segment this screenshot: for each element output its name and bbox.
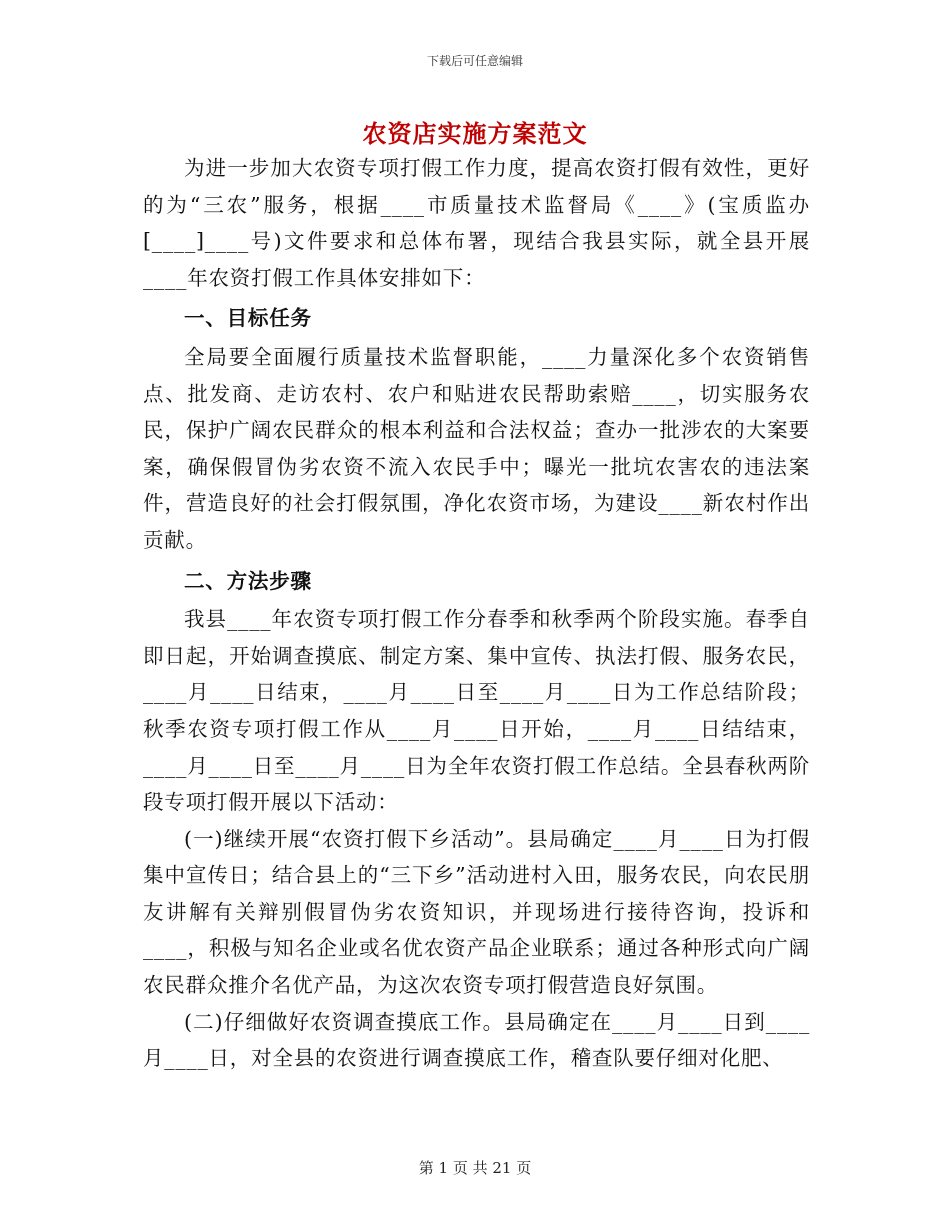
document-body xyxy=(143,150,810,1077)
paragraph-intro: 为进一步加大农资专项打假工作力度，提高农资打假有效性，更好的为“三农”服务，根据____市质量技术监督局《____》(宝质监办[____]____号)文件要求和总体布署，现结合我县实际，就全县开展____年农资打假工作具体安排如下： xyxy=(143,156,810,290)
section-heading-goals: 一、目标任务 xyxy=(184,306,312,331)
section-heading-steps: 二、方法步骤 xyxy=(184,568,312,593)
paragraph-activity-2: (二)仔细做好农资调查摸底工作。县局确定在____月____日到____月____日，对全县的农资进行调查摸底工作，稽查队要仔细对化肥、 xyxy=(143,1009,810,1071)
page-footer: 第 1 页 共 21 页 xyxy=(418,1159,532,1177)
paragraph-steps: 我县____年农资专项打假工作分春季和秋季两个阶段实施。春季自即日起，开始调查摸底、制定方案、集中宣传、执法打假、服务农民，____月____日结束，____月____日至____月____日为工作总结阶段；秋季农资专项打假工作从____月____日开始，____月____日结结束，____月____日至____月____日为全年农资打假工作总结。全县春秋两阶段专项打假开展以下活动： xyxy=(143,607,810,815)
paragraph-goals: 全局要全面履行质量技术监督职能，____力量深化多个农资销售点、批发商、走访农村、农户和贴进农民帮助索赔____，切实服务农民，保护广阔农民群众的根本利益和合法权益；查办一批涉农的大案要案，确保假冒伪劣农资不流入农民手中；曝光一批坑农害农的违法案件，营造良好的社会打假氛围，净化农资市场，为建设____新农村作出贡献。 xyxy=(143,344,810,552)
document-title: 农资店实施方案范文 xyxy=(362,119,588,148)
paragraph-activity-1: (一)继续开展“农资打假下乡活动”。县局确定____月____日为打假集中宣传日；结合县上的“三下乡”活动进村入田，服务农民，向农民朋友讲解有关辩别假冒伪劣农资知识，并现场进行接待咨询，投诉和____，积极与知名企业或名优农资产品企业联系；通过各种形式向广阔农民群众推介名优产品，为这次农资专项打假营造良好氛围。 xyxy=(143,826,810,998)
page-header: 下载后可任意编辑 xyxy=(426,54,523,68)
